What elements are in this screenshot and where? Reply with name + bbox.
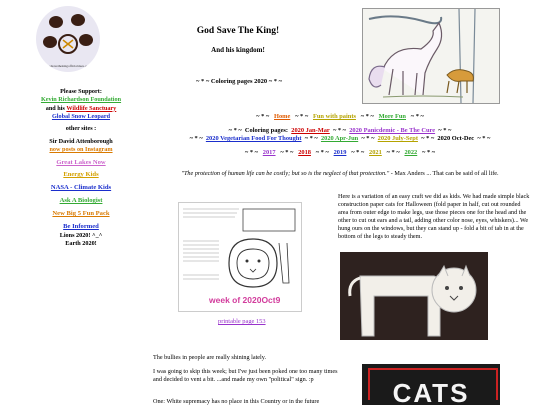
ask-biologist-link[interactable]: Ask A Biologist — [59, 197, 103, 205]
jan-mar-link[interactable]: 2020 Jan-Mar — [291, 127, 330, 134]
energy-kids-link[interactable]: Energy Kids — [63, 171, 99, 179]
quote-author: - Max Anders ... That can be said of all life. — [389, 170, 499, 177]
big5-funpack-link[interactable]: New Big 5 Fun Pack — [52, 210, 110, 218]
logo-paws-icon — [36, 6, 100, 72]
nav-separator: ~ * ~ — [228, 127, 242, 134]
craft-description: Here is a variation of an easy craft we did as kids. We had made simple black construction paper cats for Halloween (fold paper in half, cut out rounded area from outer edge to make legs, use those pieces one for the head and the other to cut out ears and a tail, adding other color nose, eyes, whiskers)... We hung ours on the windows, but they can stand up - fold a bit of tab in at the bottom of the legs to steady them. — [338, 193, 530, 241]
year-2018-link[interactable]: 2018 — [298, 149, 311, 156]
nav-row-seasons — [150, 135, 530, 142]
support-label: Please Support: — [60, 88, 102, 95]
quote-text: "The protection of human life can be costly; but so is the neglect of that protection." — [181, 170, 390, 177]
nav-separator: ~ * ~ — [361, 135, 375, 142]
cats-sign-image — [362, 364, 500, 408]
year-2017-link[interactable]: 2017 — [262, 149, 276, 156]
be-informed-link[interactable]: Be Informed — [63, 222, 99, 230]
nav-separator: ~ * ~ — [360, 113, 374, 120]
july-sept-link[interactable]: 2020 July-Sept — [377, 135, 418, 142]
site-logo[interactable] — [36, 6, 100, 72]
nav-separator: ~ * ~ — [315, 149, 329, 156]
nav-separator: ~ * ~ — [386, 149, 400, 156]
page-title: God Save The King! — [196, 26, 280, 36]
snow-leopard-link[interactable]: Global Snow Leopard — [51, 113, 111, 121]
nav-separator: ~ * ~ — [422, 149, 436, 156]
quote-block — [150, 170, 530, 177]
wildlife-sanctuary-link[interactable]: Wildlife Sanctuary — [66, 104, 117, 112]
and-his-text: and his — [45, 104, 65, 112]
coloring-heading: ~ * ~ Coloring pages 2020 ~ * ~ — [195, 78, 283, 85]
week-label: week of 2020Oct9 — [209, 295, 281, 305]
nav-separator: ~ * ~ — [410, 113, 424, 120]
page-subtitle: And his kingdom! — [211, 46, 265, 54]
coloring-pages-label: Coloring pages: — [244, 127, 289, 134]
nav-separator: ~ * ~ — [332, 127, 347, 134]
nav-separator: ~ * ~ — [256, 113, 270, 120]
attenborough-text: Sir David Attenborough — [49, 137, 113, 145]
lower-text-2: I was going to skip this week; but I've just been poked one too many times and decided to vent a bit. ...and made my own "political" sign. :p — [153, 368, 338, 384]
vegetarian-link[interactable]: 2020 Vegetarian Food For Thought — [205, 135, 302, 142]
lower-text-3: One: White supremacy has no place in this Country or in the future — [153, 398, 320, 405]
lions-text: Lions 2020! ^_^ — [59, 231, 103, 239]
coloring-sheet-image[interactable] — [178, 202, 302, 312]
oct-dec-current: 2020 Oct-Dec — [437, 135, 475, 142]
fun-with-paints-link[interactable]: Fun with paints — [312, 113, 356, 120]
nav-separator: ~ * ~ — [244, 149, 258, 156]
paper-cat-illustration — [340, 252, 488, 340]
year-2019-link[interactable]: 2019 — [333, 149, 347, 156]
nav-separator: ~ * ~ — [477, 135, 491, 142]
great-lakes-link[interactable]: Great Lakes Now — [56, 158, 106, 166]
more-fun-link[interactable]: More Fun — [378, 113, 406, 120]
sidebar — [20, 88, 142, 249]
year-2022-link[interactable]: 2022 — [404, 149, 418, 156]
cats-sign-text: CATS — [392, 378, 470, 408]
nav-separator: ~ * ~ — [438, 127, 452, 134]
apr-jun-link[interactable]: 2020 Apr-Jun — [320, 135, 359, 142]
nav-row-coloring — [150, 127, 530, 134]
nav-row-main — [150, 113, 530, 120]
unicorn-dog-drawing — [362, 8, 500, 104]
paper-cat-photo — [340, 252, 488, 340]
nav-separator: ~ * ~ — [421, 135, 435, 142]
nav-separator: ~ * ~ — [295, 113, 309, 120]
year-2021-link[interactable]: 2021 — [369, 149, 382, 156]
logo-caption: godsavethekingofficial.ikes.org — [46, 64, 90, 68]
other-sites-label: other sites : — [65, 125, 97, 133]
nav-separator: ~ * ~ — [280, 149, 294, 156]
nav-separator: ~ * ~ — [304, 135, 318, 142]
earth-text: Earth 2020! — [65, 240, 97, 248]
nav-row-years — [150, 149, 530, 156]
kevin-richardson-link[interactable]: Kevin Richardson Foundation — [40, 96, 122, 104]
nasa-climate-link[interactable]: NASA - Climate Kids — [50, 184, 112, 192]
panicdemic-link[interactable]: 2020 Panicdemic - Be The Cure — [349, 127, 436, 134]
drawing-illustration — [363, 9, 499, 103]
instagram-link[interactable]: now posts on Instagram — [49, 146, 113, 154]
lower-text-1: The bullies in people are really shining lately. — [153, 354, 266, 361]
home-link[interactable]: Home — [274, 113, 291, 120]
printable-page-link[interactable]: printable page 153 — [218, 318, 266, 325]
nav-separator: ~ * ~ — [351, 149, 365, 156]
nav-separator: ~ * ~ — [189, 135, 203, 142]
